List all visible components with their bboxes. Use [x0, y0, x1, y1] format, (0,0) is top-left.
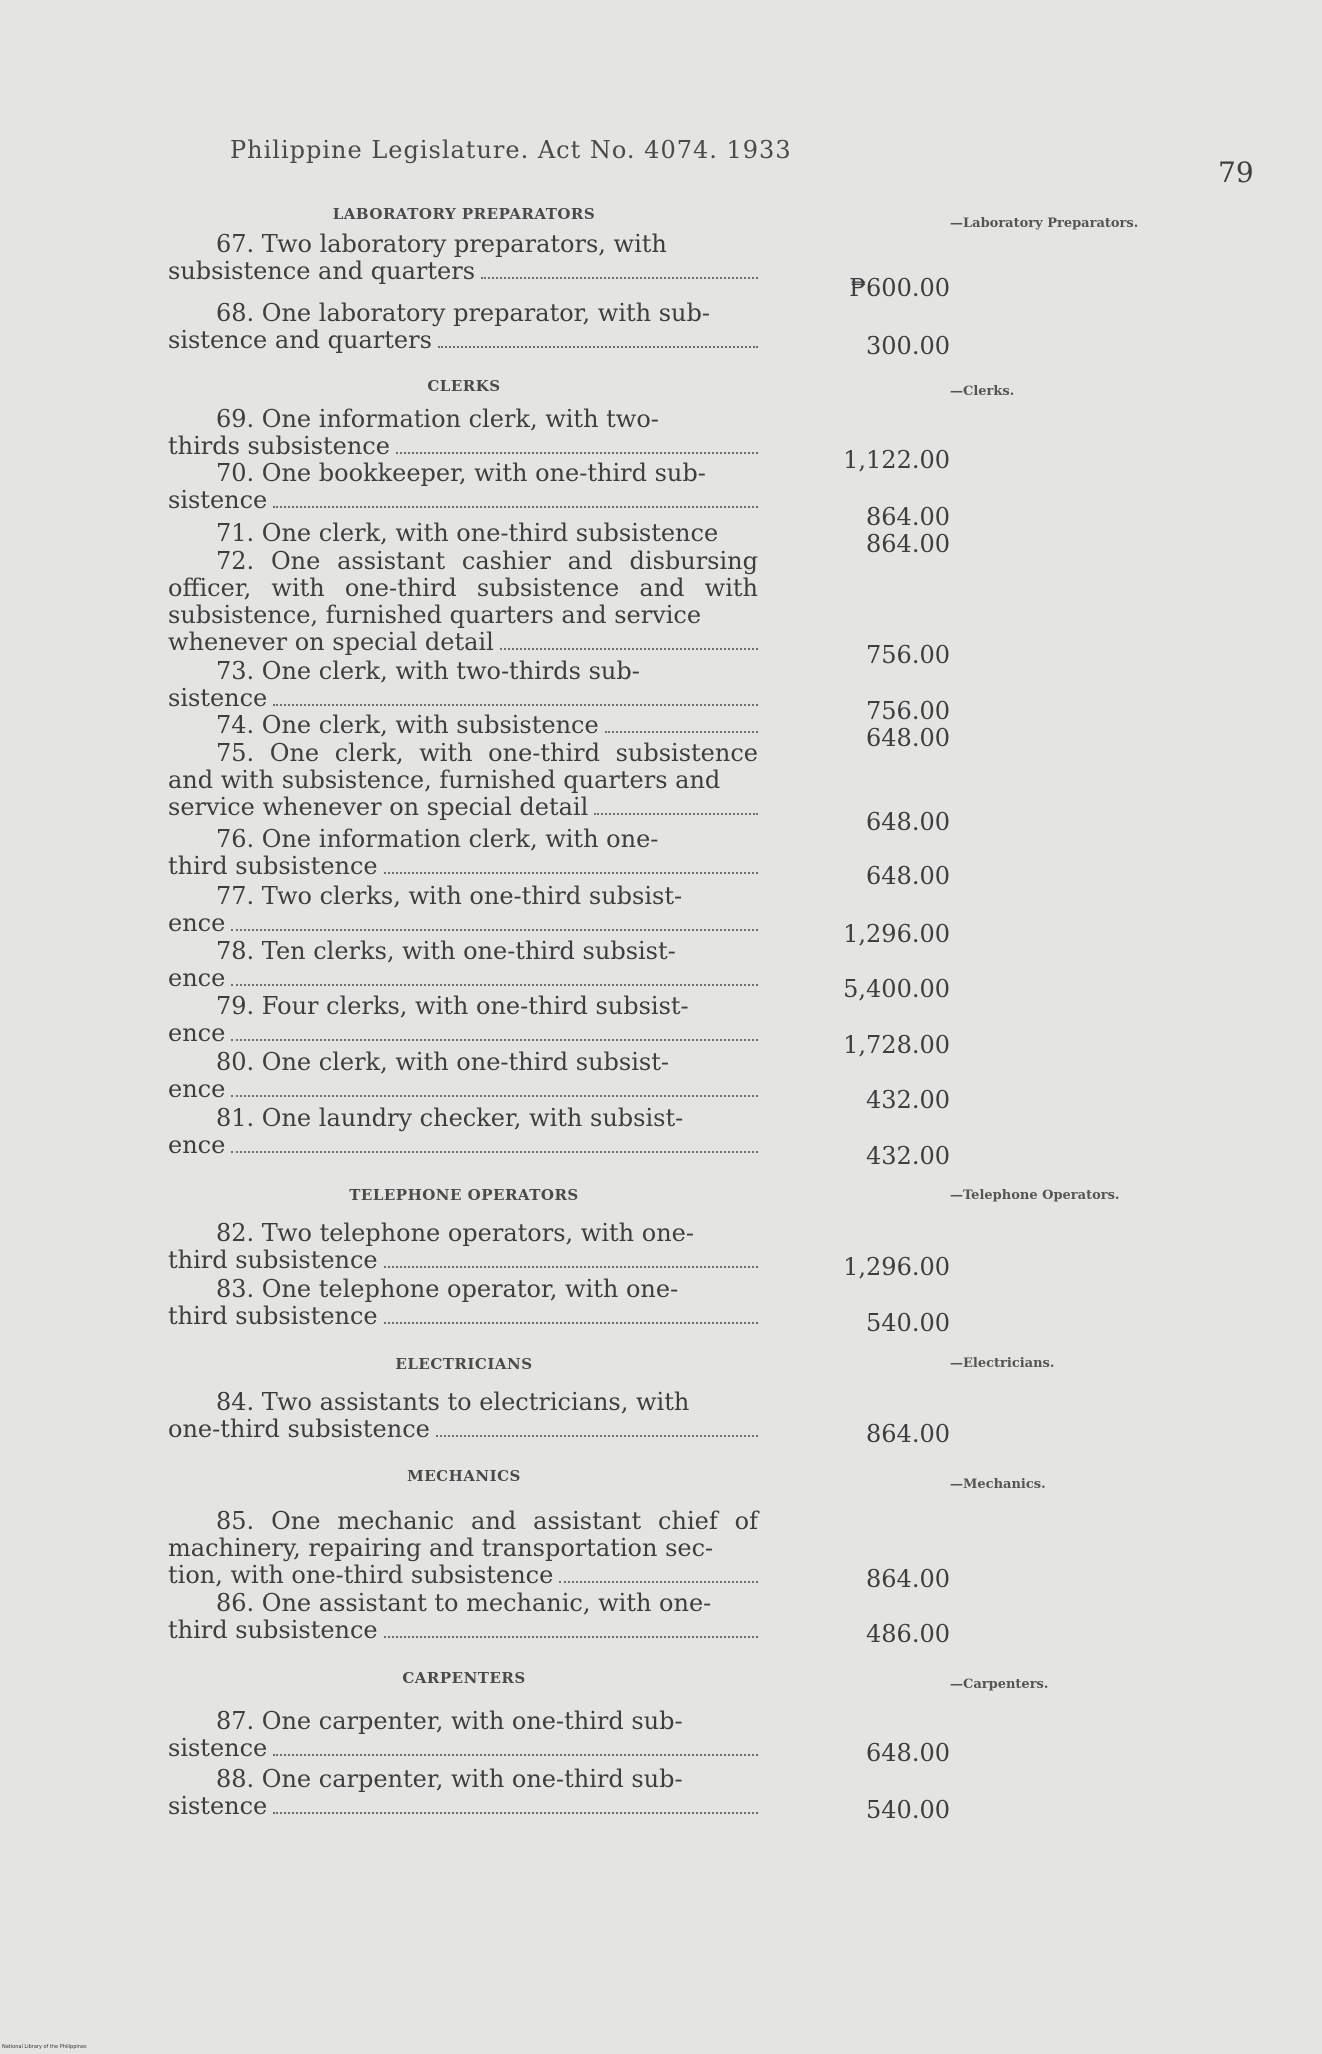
- item-amount: 864.00: [866, 530, 950, 558]
- side-note-laboratory-preparators: —Laboratory Preparators.: [950, 216, 1139, 231]
- item-amount: 864.00: [866, 1420, 950, 1448]
- appropriation-item: 80. One clerk, with one-third subsist- ence: [168, 1049, 758, 1103]
- item-amount: 648.00: [866, 808, 950, 836]
- item-amount: 5,400.00: [843, 975, 950, 1003]
- appropriation-item: 88. One carpenter, with one-third sub- sistence: [168, 1766, 758, 1820]
- item-amount: 648.00: [866, 862, 950, 890]
- item-amount: 864.00: [866, 503, 950, 531]
- appropriation-item: 83. One telephone operator, with one- third subsistence: [168, 1276, 758, 1330]
- footer-credit: National Library of the Philippines: [2, 2044, 87, 2050]
- item-amount: 648.00: [866, 724, 950, 752]
- appropriation-item: 75. One clerk, with one-third subsistence and with subsistence, furnished quarters and service whenever on special detail: [168, 739, 758, 821]
- item-amount: 648.00: [866, 1739, 950, 1767]
- appropriation-item: 67. Two laboratory preparators, with subsistence and quarters: [168, 231, 758, 285]
- item-amount: 486.00: [866, 1620, 950, 1648]
- appropriation-item: 74. One clerk, with subsistence: [168, 712, 758, 739]
- item-amount: 300.00: [866, 332, 950, 360]
- appropriation-item: 78. Ten clerks, with one-third subsist- ence: [168, 938, 758, 992]
- section-heading-mechanics: MECHANICS: [407, 1467, 521, 1485]
- item-amount: 540.00: [866, 1796, 950, 1824]
- appropriation-item: 73. One clerk, with two-thirds sub- sistence: [168, 658, 758, 712]
- appropriation-item: 82. Two telephone operators, with one- third subsistence: [168, 1220, 758, 1274]
- item-amount: 864.00: [866, 1565, 950, 1593]
- item-amount: 432.00: [866, 1142, 950, 1170]
- appropriation-item: 85. One mechanic and assistant chief of machinery, repairing and transportation sec- tion, with one-third subsistence: [168, 1507, 758, 1589]
- section-heading-laboratory-preparators: LABORATORY PREPARATORS: [332, 205, 596, 223]
- item-amount: 756.00: [866, 641, 950, 669]
- side-note-telephone-operators: —Telephone Operators.: [950, 1188, 1120, 1203]
- appropriation-item: 76. One information clerk, with one- third subsistence: [168, 826, 758, 880]
- side-note-electricians: —Electricians.: [950, 1356, 1055, 1371]
- appropriation-item: 69. One information clerk, with two- thirds subsistence: [168, 406, 758, 460]
- appropriation-item: 86. One assistant to mechanic, with one- third subsistence: [168, 1590, 758, 1644]
- section-heading-telephone-operators: TELEPHONE OPERATORS: [349, 1186, 579, 1204]
- appropriation-item: 87. One carpenter, with one-third sub- sistence: [168, 1708, 758, 1762]
- item-amount: 1,728.00: [843, 1031, 950, 1059]
- side-note-carpenters: —Carpenters.: [950, 1677, 1049, 1692]
- item-amount: 540.00: [866, 1309, 950, 1337]
- item-amount: ₱600.00: [849, 274, 950, 302]
- side-note-clerks: —Clerks.: [950, 384, 1015, 399]
- appropriation-item: 70. One bookkeeper, with one-third sub- sistence: [168, 460, 758, 514]
- appropriation-item: 72. One assistant cashier and disbursing officer, with one-third subsistence and with subsistence, furnished quarters and service whenever on special detail: [168, 547, 758, 656]
- section-heading-clerks: CLERKS: [427, 377, 501, 395]
- item-amount: 1,122.00: [843, 446, 950, 474]
- appropriation-item: 68. One laboratory preparator, with sub- sistence and quarters: [168, 300, 758, 354]
- item-amount: 432.00: [866, 1086, 950, 1114]
- item-amount: 1,296.00: [843, 920, 950, 948]
- page-number: 79: [1218, 156, 1254, 189]
- running-head: Philippine Legislature. Act No. 4074. 1933: [230, 136, 792, 164]
- appropriation-item: 79. Four clerks, with one-third subsist- ence: [168, 993, 758, 1047]
- appropriation-item: 84. Two assistants to electricians, with one-third subsistence: [168, 1389, 758, 1443]
- appropriation-item: 71. One clerk, with one-third subsistence: [216, 519, 719, 547]
- section-heading-carpenters: CARPENTERS: [402, 1669, 526, 1687]
- item-amount: 1,296.00: [843, 1253, 950, 1281]
- side-note-mechanics: —Mechanics.: [950, 1477, 1046, 1492]
- section-heading-electricians: ELECTRICIANS: [395, 1355, 533, 1373]
- item-amount: 756.00: [866, 697, 950, 725]
- appropriation-item: 77. Two clerks, with one-third subsist- ence: [168, 883, 758, 937]
- appropriation-item: 81. One laundry checker, with subsist- ence: [168, 1105, 758, 1159]
